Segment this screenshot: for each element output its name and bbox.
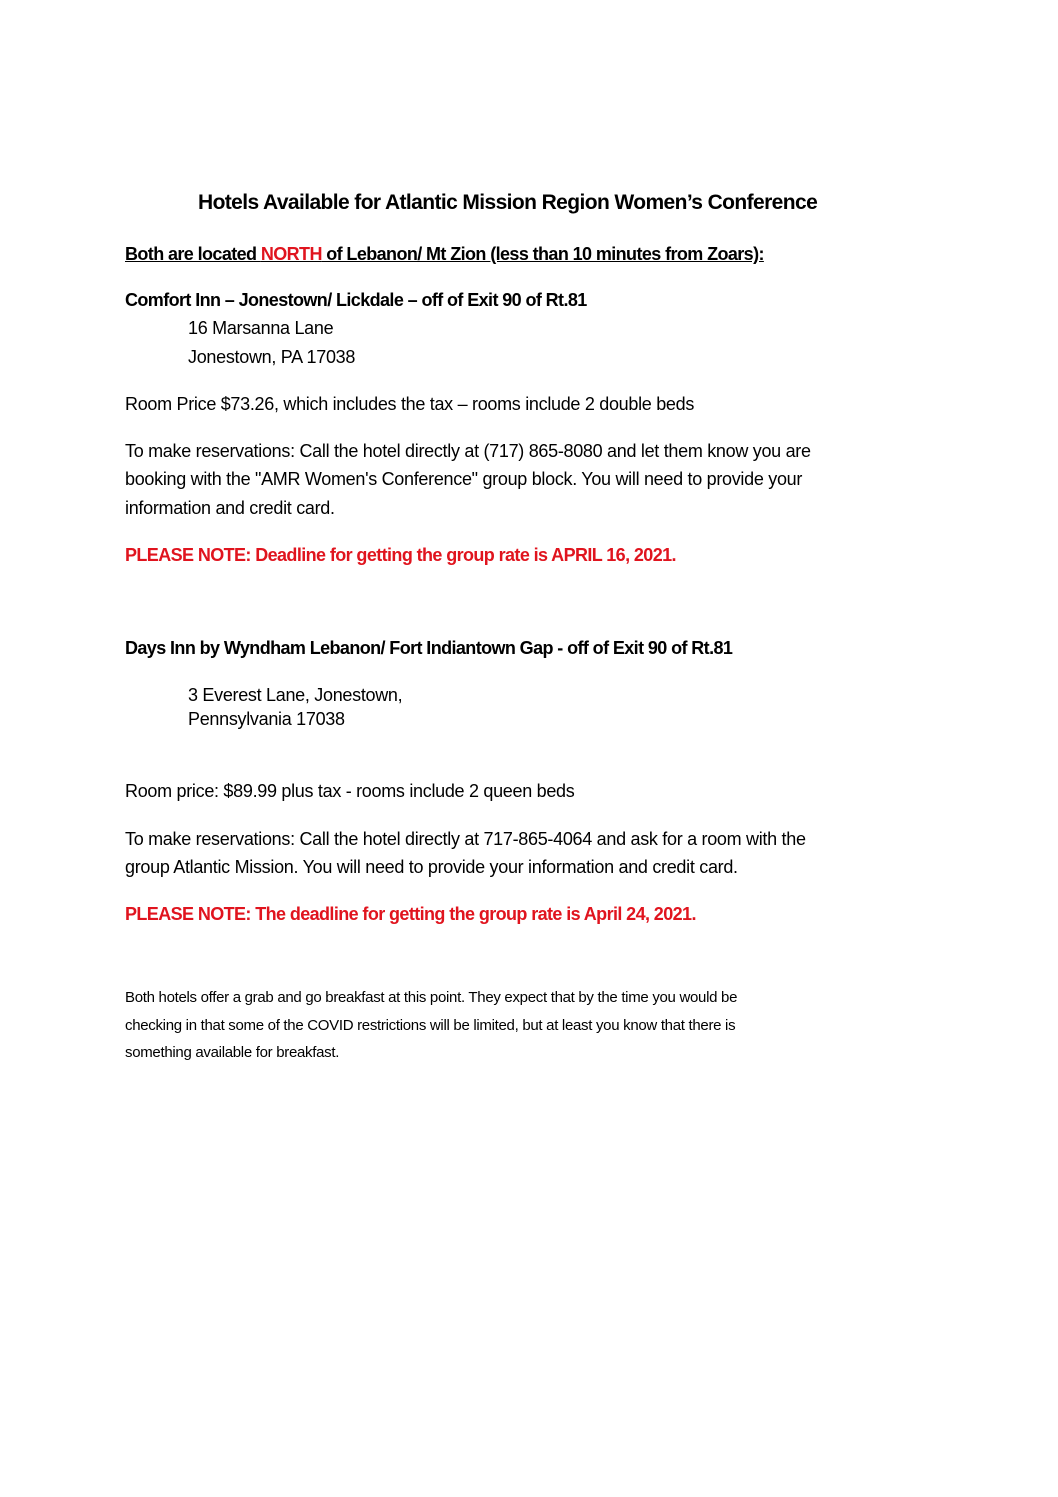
location-note-after: of Lebanon/ Mt Zion (less than 10 minutes from Zoars):	[321, 244, 764, 264]
hotel2-reservations-line2: group Atlantic Mission. You will need to provide your information and credit card.	[125, 857, 738, 877]
hotel2-reservations-line1: To make reservations: Call the hotel directly at 717-865-4064 and ask for a room with the	[125, 829, 806, 849]
hotel1-heading: Comfort Inn – Jonestown/ Lickdale – off of Exit 90 of Rt.81	[125, 290, 587, 310]
breakfast-line1: Both hotels offer a grab and go breakfast at this point. They expect that by the time you would be	[125, 989, 738, 1006]
hotel1-deadline: PLEASE NOTE: Deadline for getting the group rate is APRIL 16, 2021.	[125, 545, 676, 565]
location-note-highlight: NORTH	[260, 244, 322, 264]
hotel1-reservations-line2: booking with the "AMR Women's Conference" group block. You will need to provide your	[125, 469, 803, 489]
hotel1-address-line2: Jonestown, PA 17038	[188, 347, 356, 367]
hotel2-address-line1: 3 Everest Lane, Jonestown,	[188, 685, 403, 705]
hotel2-address-line2: Pennsylvania 17038	[188, 709, 345, 729]
hotel1-reservations-line3: information and credit card.	[125, 498, 335, 518]
location-note	[125, 240, 764, 268]
breakfast-line3: something available for breakfast.	[125, 1044, 340, 1061]
hotel1-reservations-line1: To make reservations: Call the hotel directly at (717) 865-8080 and let them know you are	[125, 441, 811, 461]
hotel1-price: Room Price $73.26, which includes the tax – rooms include 2 double beds	[125, 394, 695, 414]
breakfast-line2: checking in that some of the COVID restrictions will be limited, but at least you know that there is	[125, 1017, 736, 1034]
hotel1-address-line1: 16 Marsanna Lane	[188, 318, 334, 338]
page-title: Hotels Available for Atlantic Mission Region Women’s Conference	[198, 191, 818, 214]
hotel2-heading: Days Inn by Wyndham Lebanon/ Fort Indiantown Gap - off of Exit 90 of Rt.81	[125, 638, 733, 658]
hotel2-deadline: PLEASE NOTE: The deadline for getting the group rate is April 24, 2021.	[125, 904, 696, 924]
hotel2-price: Room price: $89.99 plus tax - rooms include 2 queen beds	[125, 781, 575, 801]
location-note-before: Both are located	[125, 244, 261, 264]
